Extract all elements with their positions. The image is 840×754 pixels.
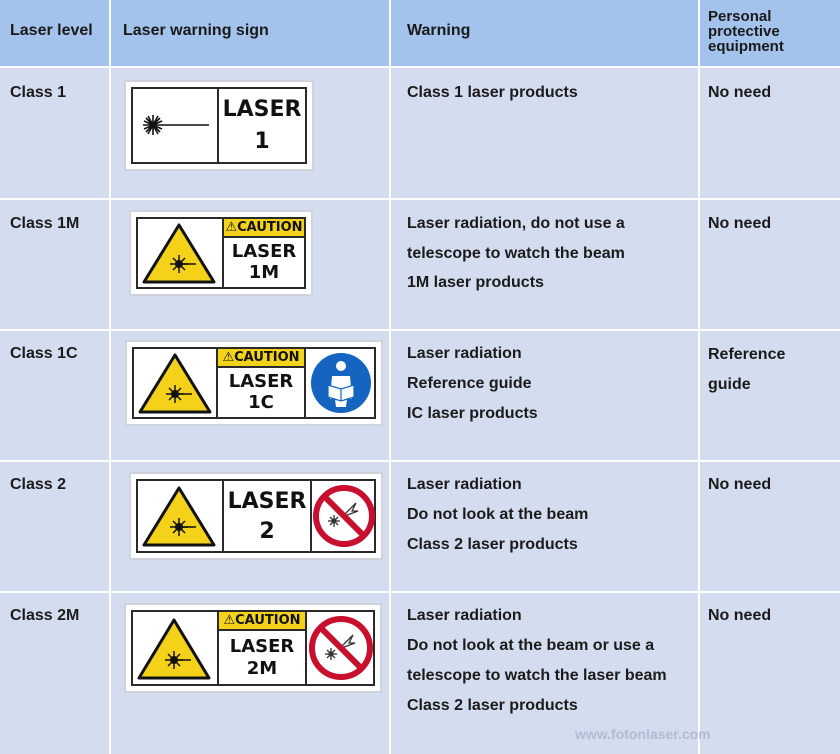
- header-ppe-line: Personal: [708, 8, 772, 25]
- laser-sign-class-2m: [124, 603, 382, 693]
- warning-text: Do not look at the beam: [407, 506, 589, 523]
- warning-text: Laser radiation, do not use a: [407, 215, 625, 232]
- sign-cell: [111, 462, 389, 591]
- sign-frame: [136, 479, 376, 553]
- warning-text: Class 2 laser products: [407, 536, 578, 553]
- header-warning-sign: Laser warning sign: [123, 22, 269, 39]
- warning-cell: [391, 68, 698, 198]
- warning-cell: [391, 200, 698, 329]
- header-warning: Warning: [407, 22, 471, 39]
- ppe-text: Reference: [708, 346, 786, 363]
- sign-frame: [131, 87, 307, 164]
- laser-class-number: 1: [254, 129, 270, 154]
- warning-triangle-icon: ⚠: [225, 220, 238, 235]
- header-cell-warning: [391, 0, 698, 66]
- laser-class-number: 1C: [248, 392, 274, 413]
- warning-text: Do not look at the beam or use a: [407, 637, 655, 654]
- ppe-text: No need: [708, 476, 772, 493]
- laser-starburst-icon: [133, 89, 219, 162]
- warning-text: Laser radiation: [407, 476, 522, 493]
- sign-text-panel: [219, 612, 305, 684]
- warning-text: 1M laser products: [407, 274, 544, 291]
- ppe-cell: [700, 462, 840, 591]
- laser-hazard-triangle-icon: [138, 219, 220, 287]
- caution-text: CAUTION: [235, 613, 301, 628]
- sign-frame: [131, 610, 375, 686]
- ppe-text: No need: [708, 607, 772, 624]
- laser-word: LASER: [227, 489, 307, 514]
- laser-class-number: 2: [259, 519, 275, 544]
- warning-text: Reference guide: [407, 375, 532, 392]
- sign-frame: [136, 217, 306, 289]
- laser-sign-class-2: [129, 472, 383, 560]
- laser-class-number: 1M: [248, 262, 280, 283]
- warning-cell: [391, 331, 698, 460]
- warning-triangle-icon: ⚠: [222, 350, 235, 365]
- sign-text-panel: [218, 349, 304, 417]
- laser-word: LASER: [229, 636, 295, 657]
- laser-sign-class-1: [124, 80, 314, 171]
- laser-word: LASER: [222, 97, 302, 122]
- level-label: Class 2M: [10, 607, 80, 624]
- header-ppe-line: protective: [708, 23, 780, 40]
- ppe-cell: [700, 200, 840, 329]
- table-row: [0, 593, 109, 754]
- level-label: Class 1: [10, 84, 67, 101]
- watermark: www.fotonlaser.com: [575, 726, 711, 742]
- sign-cell: [111, 331, 389, 460]
- laser-sign-class-1c: [125, 340, 383, 426]
- sign-frame: [132, 347, 376, 419]
- sign-cell: [111, 68, 389, 198]
- warning-text: IC laser products: [407, 405, 538, 422]
- ppe-text: No need: [708, 84, 772, 101]
- ppe-cell: [700, 593, 840, 754]
- laser-word: LASER: [231, 241, 297, 262]
- table-row: [0, 462, 109, 591]
- ppe-cell: [700, 68, 840, 198]
- warning-text: telescope to watch the laser beam: [407, 667, 667, 684]
- warning-text: Laser radiation: [407, 607, 522, 624]
- warning-triangle-icon: ⚠: [223, 613, 236, 628]
- header-cell-ppe: [700, 0, 840, 66]
- header-ppe-line: equipment: [708, 38, 784, 55]
- read-manual-icon: [306, 349, 376, 417]
- laser-word: LASER: [228, 371, 294, 392]
- header-laser-level: Laser level: [10, 22, 93, 39]
- sign-cell: [111, 200, 389, 329]
- caution-banner: [219, 612, 305, 631]
- warning-text: telescope to watch the beam: [407, 245, 625, 262]
- level-label: Class 1M: [10, 215, 80, 232]
- warning-text: Class 1 laser products: [407, 84, 578, 101]
- header-cell-level: [0, 0, 109, 66]
- laser-hazard-triangle-icon: [133, 612, 215, 684]
- warning-cell: [391, 462, 698, 591]
- warning-text: Laser radiation: [407, 345, 522, 362]
- caution-text: CAUTION: [237, 220, 303, 235]
- level-label: Class 1C: [10, 345, 78, 362]
- ppe-text: No need: [708, 215, 772, 232]
- laser-hazard-triangle-icon: [134, 349, 216, 417]
- table-row: [0, 68, 109, 198]
- ppe-text: guide: [708, 376, 751, 393]
- caution-banner: [218, 349, 304, 368]
- caution-banner: [224, 219, 304, 238]
- header-ppe: [708, 9, 784, 54]
- laser-sign-class-1m: [129, 210, 313, 296]
- warning-text: Class 2 laser products: [407, 697, 578, 714]
- sign-text-panel: [224, 481, 310, 551]
- header-cell-sign: [111, 0, 389, 66]
- level-label: Class 2: [10, 476, 67, 493]
- sign-text-panel: [219, 89, 305, 162]
- laser-hazard-triangle-icon: [138, 481, 220, 551]
- sign-cell: [111, 593, 389, 754]
- no-direct-beam-viewing-icon: [312, 481, 376, 551]
- table-row: [0, 331, 109, 460]
- no-direct-beam-viewing-icon: [307, 612, 375, 684]
- sign-text-panel: [224, 219, 304, 287]
- laser-class-number: 2M: [246, 658, 278, 679]
- ppe-cell: [700, 331, 840, 460]
- table-row: [0, 200, 109, 329]
- caution-text: CAUTION: [234, 350, 300, 365]
